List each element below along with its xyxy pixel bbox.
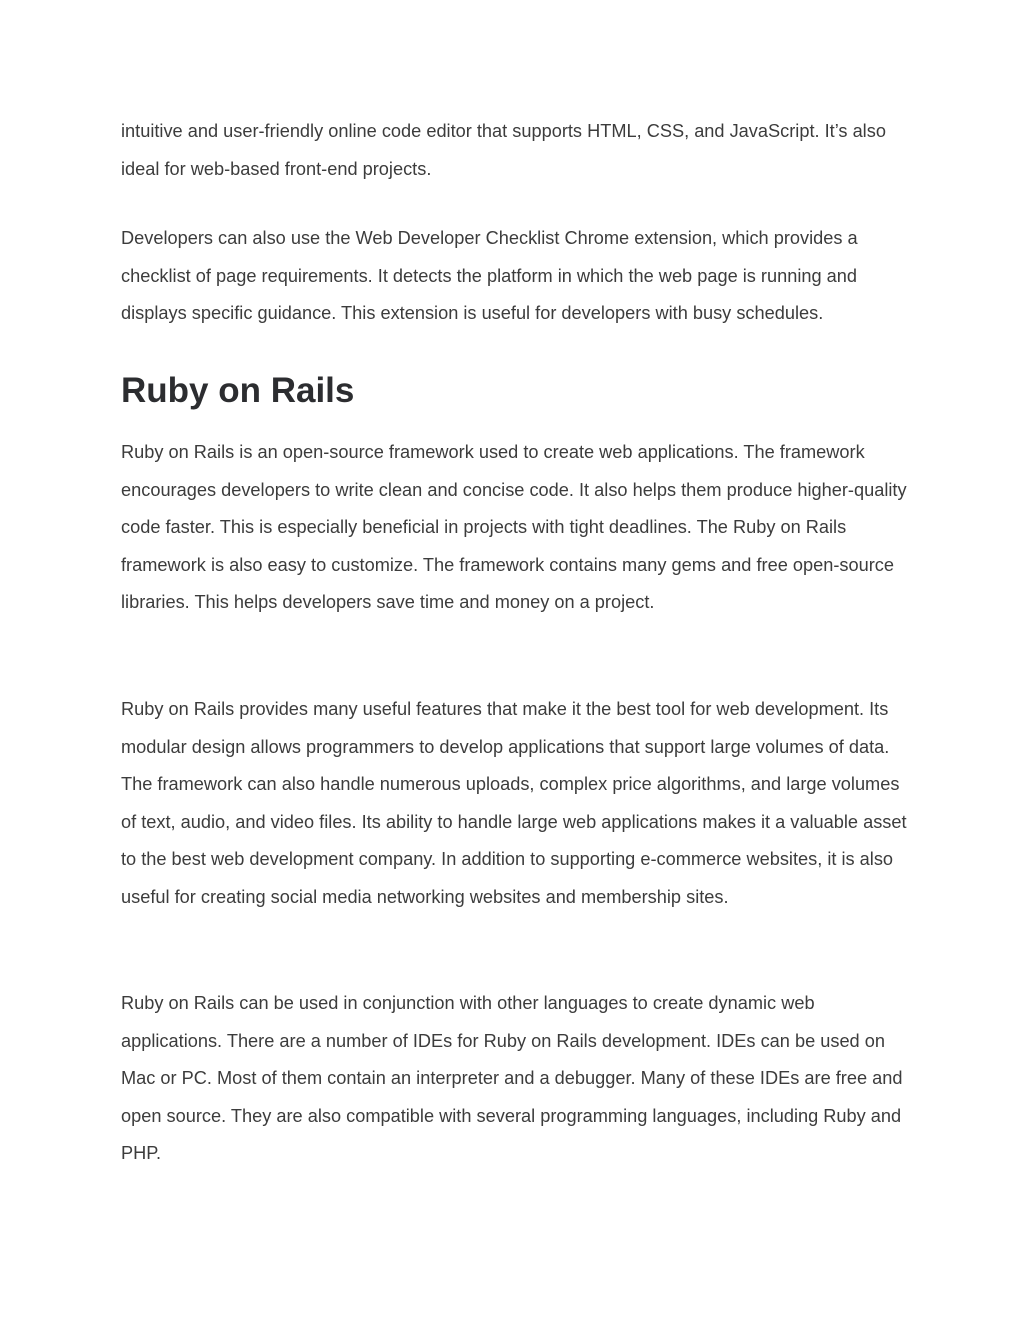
section-paragraph-3: Ruby on Rails can be used in conjunction with other languages to create dynamic web applications. There are a number of IDEs for Ruby on Rails development. IDEs can be used on Mac or PC. Most of them contain an interpreter and a debugger. Many of these IDEs are free and open source. They are also compatible with several programming languages, including Ruby and PHP. [121,993,903,1163]
paragraph-intro-2: Developers can also use the Web Developer Checklist Chrome extension, which provides a checklist of page requirements. It detects the platform in which the web page is running and displays specific guidance. This extension is useful for developers with busy schedules. [121,228,858,323]
paragraph-intro-1: intuitive and user-friendly online code editor that supports HTML, CSS, and JavaScript. It’s also ideal for web-based front-end projects. [121,121,886,179]
section-paragraph-1: Ruby on Rails is an open-source framework used to create web applications. The framework encourages developers to write clean and concise code. It also helps them produce higher-quality code faster. This is especially beneficial in projects with tight deadlines. The Ruby on Rails framework is also easy to customize. The framework contains many gems and free open-source libraries. This helps developers save time and money on a project. [121,442,907,612]
section-paragraph-2: Ruby on Rails provides many useful features that make it the best tool for web development. Its modular design allows programmers to develop applications that support large volumes of data. The framework can also handle numerous uploads, complex price algorithms, and large volumes of text, audio, and video files. Its ability to handle large web applications makes it a valuable asset to the best web development company. In addition to supporting e-commerce websites, it is also useful for creating social media networking websites and membership sites. [121,699,907,907]
section-heading: Ruby on Rails [121,371,355,410]
